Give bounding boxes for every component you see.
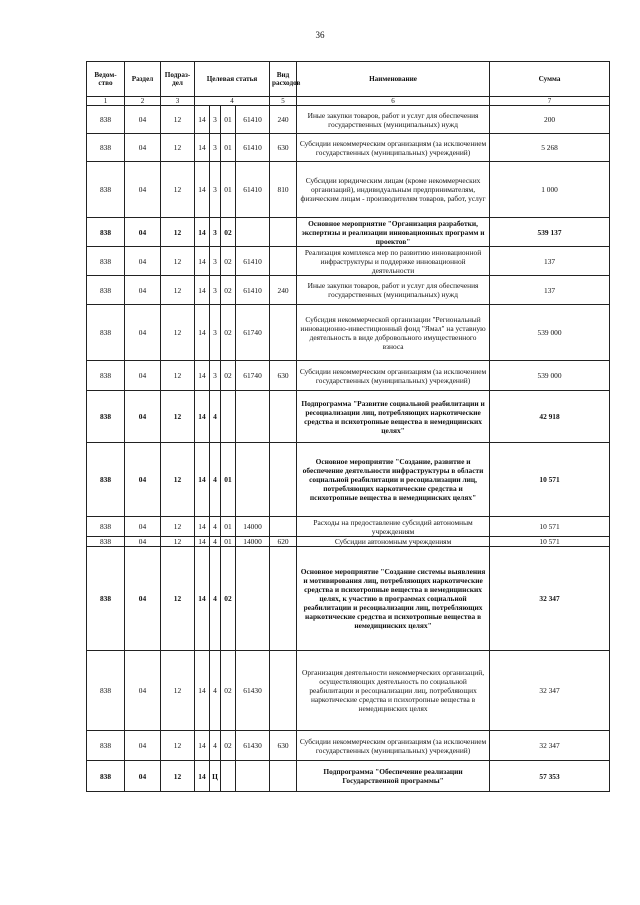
cell-section: 04 [125, 391, 161, 443]
cell-target-1: 14 [195, 651, 210, 731]
header-section: Раздел [125, 62, 161, 97]
cell-target-1: 14 [195, 361, 210, 391]
cell-target-2: 3 [210, 134, 221, 162]
cell-dept: 838 [87, 761, 125, 792]
cell-section: 04 [125, 361, 161, 391]
cell-section: 04 [125, 134, 161, 162]
cell-sum: 42 918 [490, 391, 610, 443]
table-row [87, 547, 610, 651]
cell-target-4 [236, 547, 270, 651]
cell-target-4: 61740 [236, 305, 270, 361]
cell-name: Субсидии некоммерческим организациям (за исключением государственных (муниципальных) учреждений) [297, 361, 490, 391]
cell-name: Субсидия некоммерческой организации "Региональный инновационно-инвестиционный фонд "Ямал" на уставную деятельность в виде добровольного имущественного взноса [297, 305, 490, 361]
cell-sum: 32 347 [490, 731, 610, 761]
header-target: Целевая статья [195, 62, 270, 97]
cell-name: Основное мероприятие "Организация разработки, экспертизы и реализации инновационных программ и проектов" [297, 218, 490, 247]
cell-subsection: 12 [161, 517, 195, 537]
cell-subsection: 12 [161, 537, 195, 547]
cell-target-1: 14 [195, 276, 210, 305]
cell-section: 04 [125, 651, 161, 731]
cell-target-4: 61410 [236, 162, 270, 218]
cell-target-2: 4 [210, 731, 221, 761]
cell-exp-type: 630 [270, 361, 297, 391]
cell-target-2: Ц [210, 761, 221, 792]
page-number: 36 [315, 30, 325, 40]
cell-target-4 [236, 391, 270, 443]
cell-target-3: 02 [221, 361, 236, 391]
table-row [87, 361, 610, 391]
cell-dept: 838 [87, 651, 125, 731]
cell-target-4: 61410 [236, 134, 270, 162]
cell-target-1: 14 [195, 218, 210, 247]
cell-section: 04 [125, 443, 161, 517]
cell-name: Субсидии некоммерческим организациям (за исключением государственных (муниципальных) учреждений) [297, 134, 490, 162]
cell-exp-type: 630 [270, 731, 297, 761]
cell-target-2: 3 [210, 247, 221, 276]
cell-section: 04 [125, 247, 161, 276]
cell-subsection: 12 [161, 162, 195, 218]
cell-section: 04 [125, 517, 161, 537]
cell-name: Субсидии некоммерческим организациям (за исключением государственных (муниципальных) учреждений) [297, 731, 490, 761]
cell-section: 04 [125, 537, 161, 547]
cell-name: Иные закупки товаров, работ и услуг для обеспечения государственных (муниципальных) нужд [297, 106, 490, 134]
cell-target-3: 02 [221, 218, 236, 247]
cell-sum: 137 [490, 247, 610, 276]
cell-target-4: 61430 [236, 731, 270, 761]
cell-target-2: 3 [210, 218, 221, 247]
cell-sum: 539 000 [490, 305, 610, 361]
cell-target-3 [221, 761, 236, 792]
cell-target-4: 61740 [236, 361, 270, 391]
cell-exp-type [270, 391, 297, 443]
cell-sum: 10 571 [490, 517, 610, 537]
cell-target-3: 01 [221, 537, 236, 547]
cell-sum: 5 268 [490, 134, 610, 162]
cell-dept: 838 [87, 731, 125, 761]
cell-target-3: 01 [221, 517, 236, 537]
cell-exp-type [270, 218, 297, 247]
cell-exp-type [270, 305, 297, 361]
cell-exp-type [270, 443, 297, 517]
column-number: 3 [161, 97, 195, 106]
cell-target-4 [236, 443, 270, 517]
cell-name: Реализация комплекса мер по развитию инновационной инфраструктуры и поддержке инновационной деятельности [297, 247, 490, 276]
cell-section: 04 [125, 731, 161, 761]
cell-subsection: 12 [161, 361, 195, 391]
cell-sum: 10 571 [490, 537, 610, 547]
column-number: 6 [297, 97, 490, 106]
header-dept: Ведом-ство [87, 62, 125, 97]
table-row [87, 305, 610, 361]
cell-exp-type [270, 761, 297, 792]
cell-name: Иные закупки товаров, работ и услуг для обеспечения государственных (муниципальных) нужд [297, 276, 490, 305]
cell-subsection: 12 [161, 106, 195, 134]
table-row [87, 247, 610, 276]
cell-target-3: 02 [221, 731, 236, 761]
cell-dept: 838 [87, 443, 125, 517]
cell-target-4 [236, 218, 270, 247]
cell-target-2: 4 [210, 517, 221, 537]
cell-dept: 838 [87, 391, 125, 443]
cell-exp-type: 810 [270, 162, 297, 218]
cell-target-3: 02 [221, 247, 236, 276]
header-exp-type: Вид расходов [270, 62, 297, 97]
cell-target-1: 14 [195, 731, 210, 761]
cell-target-1: 14 [195, 162, 210, 218]
cell-subsection: 12 [161, 305, 195, 361]
cell-name: Подпрограмма "Обеспечение реализации Государственной программы" [297, 761, 490, 792]
cell-subsection: 12 [161, 134, 195, 162]
cell-dept: 838 [87, 305, 125, 361]
cell-target-2: 3 [210, 276, 221, 305]
cell-dept: 838 [87, 247, 125, 276]
cell-target-2: 4 [210, 547, 221, 651]
table-row [87, 106, 610, 134]
column-number: 2 [125, 97, 161, 106]
table-row [87, 537, 610, 547]
cell-dept: 838 [87, 218, 125, 247]
cell-target-4: 61410 [236, 276, 270, 305]
cell-sum: 32 347 [490, 547, 610, 651]
cell-subsection: 12 [161, 391, 195, 443]
cell-sum: 539 000 [490, 361, 610, 391]
cell-target-2: 3 [210, 361, 221, 391]
cell-section: 04 [125, 305, 161, 361]
cell-target-2: 3 [210, 305, 221, 361]
cell-sum: 1 000 [490, 162, 610, 218]
cell-sum: 539 137 [490, 218, 610, 247]
table-row [87, 443, 610, 517]
cell-target-3: 02 [221, 276, 236, 305]
table-row [87, 276, 610, 305]
cell-subsection: 12 [161, 218, 195, 247]
header-row [87, 62, 610, 97]
column-number-row [87, 97, 610, 106]
cell-target-1: 14 [195, 517, 210, 537]
cell-target-2: 4 [210, 443, 221, 517]
cell-target-1: 14 [195, 391, 210, 443]
table-row [87, 391, 610, 443]
cell-target-3: 01 [221, 162, 236, 218]
cell-target-4: 14000 [236, 517, 270, 537]
cell-dept: 838 [87, 134, 125, 162]
table-row [87, 731, 610, 761]
cell-target-3 [221, 391, 236, 443]
cell-target-3: 01 [221, 134, 236, 162]
cell-target-1: 14 [195, 761, 210, 792]
cell-dept: 838 [87, 361, 125, 391]
cell-exp-type [270, 247, 297, 276]
cell-target-1: 14 [195, 134, 210, 162]
cell-target-1: 14 [195, 537, 210, 547]
cell-section: 04 [125, 276, 161, 305]
cell-subsection: 12 [161, 247, 195, 276]
cell-target-2: 4 [210, 391, 221, 443]
cell-sum: 32 347 [490, 651, 610, 731]
cell-sum: 137 [490, 276, 610, 305]
cell-dept: 838 [87, 106, 125, 134]
cell-target-1: 14 [195, 547, 210, 651]
cell-exp-type [270, 517, 297, 537]
cell-section: 04 [125, 162, 161, 218]
cell-dept: 838 [87, 547, 125, 651]
cell-subsection: 12 [161, 761, 195, 792]
cell-dept: 838 [87, 276, 125, 305]
cell-name: Подпрограмма "Развитие социальной реабилитации и ресоциализации лиц, потребляющих наркотические средства и психотропные вещества в немедицинских целях" [297, 391, 490, 443]
cell-target-2: 3 [210, 162, 221, 218]
cell-target-3: 02 [221, 305, 236, 361]
cell-exp-type [270, 547, 297, 651]
cell-name: Основное мероприятие "Создание системы выявления и мотивирования лиц, потребляющих наркотические средства и психотропные вещества в немедицинских целях, к участию в программах социальной реабилитации и ресоциализации лиц, потребляющих наркотические средства и психотропные вещества в немедицинских целях" [297, 547, 490, 651]
cell-target-3: 01 [221, 443, 236, 517]
cell-target-1: 14 [195, 106, 210, 134]
cell-exp-type: 240 [270, 276, 297, 305]
cell-dept: 838 [87, 537, 125, 547]
cell-sum: 200 [490, 106, 610, 134]
cell-target-4: 61410 [236, 106, 270, 134]
cell-subsection: 12 [161, 731, 195, 761]
cell-target-1: 14 [195, 305, 210, 361]
cell-target-2: 4 [210, 537, 221, 547]
cell-name: Организация деятельности некоммерческих организаций, осуществляющих деятельность по социальной реабилитации и ресоциализации лиц, потребляющих наркотические средства и психотропные вещества в немедицинских целях [297, 651, 490, 731]
table-row [87, 218, 610, 247]
cell-target-4: 14000 [236, 537, 270, 547]
cell-dept: 838 [87, 162, 125, 218]
cell-sum: 57 353 [490, 761, 610, 792]
cell-target-2: 4 [210, 651, 221, 731]
cell-target-3: 01 [221, 106, 236, 134]
header-subsection: Подраз-дел [161, 62, 195, 97]
cell-target-3: 02 [221, 547, 236, 651]
cell-target-2: 3 [210, 106, 221, 134]
table-row [87, 517, 610, 537]
cell-target-4: 61410 [236, 247, 270, 276]
column-number: 7 [490, 97, 610, 106]
cell-exp-type [270, 651, 297, 731]
table-row [87, 651, 610, 731]
cell-target-4: 61430 [236, 651, 270, 731]
header-name: Наименование [297, 62, 490, 97]
table-row [87, 761, 610, 792]
cell-exp-type: 240 [270, 106, 297, 134]
header-sum: Сумма [490, 62, 610, 97]
cell-exp-type: 620 [270, 537, 297, 547]
cell-name: Субсидии автономным учреждениям [297, 537, 490, 547]
table-row [87, 162, 610, 218]
cell-subsection: 12 [161, 547, 195, 651]
column-number: 1 [87, 97, 125, 106]
cell-section: 04 [125, 547, 161, 651]
table-row [87, 134, 610, 162]
cell-subsection: 12 [161, 651, 195, 731]
cell-subsection: 12 [161, 443, 195, 517]
cell-target-1: 14 [195, 247, 210, 276]
cell-name: Расходы на предоставление субсидий автономным учреждениям [297, 517, 490, 537]
budget-table [86, 61, 610, 792]
cell-name: Субсидии юридическим лицам (кроме некоммерческих организаций), индивидуальным предпринимателям, физическим лицам - производителям товаров, работ, услуг [297, 162, 490, 218]
cell-target-1: 14 [195, 443, 210, 517]
column-number: 4 [195, 97, 270, 106]
cell-sum: 10 571 [490, 443, 610, 517]
cell-exp-type: 630 [270, 134, 297, 162]
column-number: 5 [270, 97, 297, 106]
cell-section: 04 [125, 761, 161, 792]
cell-target-4 [236, 761, 270, 792]
cell-section: 04 [125, 218, 161, 247]
cell-subsection: 12 [161, 276, 195, 305]
cell-target-3: 02 [221, 651, 236, 731]
cell-name: Основное мероприятие "Создание, развитие и обеспечение деятельности инфраструктуры в области социальной реабилитации и ресоциализации лиц, потребляющих наркотические средства и психотропные вещества в немедицинских целях" [297, 443, 490, 517]
cell-section: 04 [125, 106, 161, 134]
cell-dept: 838 [87, 517, 125, 537]
